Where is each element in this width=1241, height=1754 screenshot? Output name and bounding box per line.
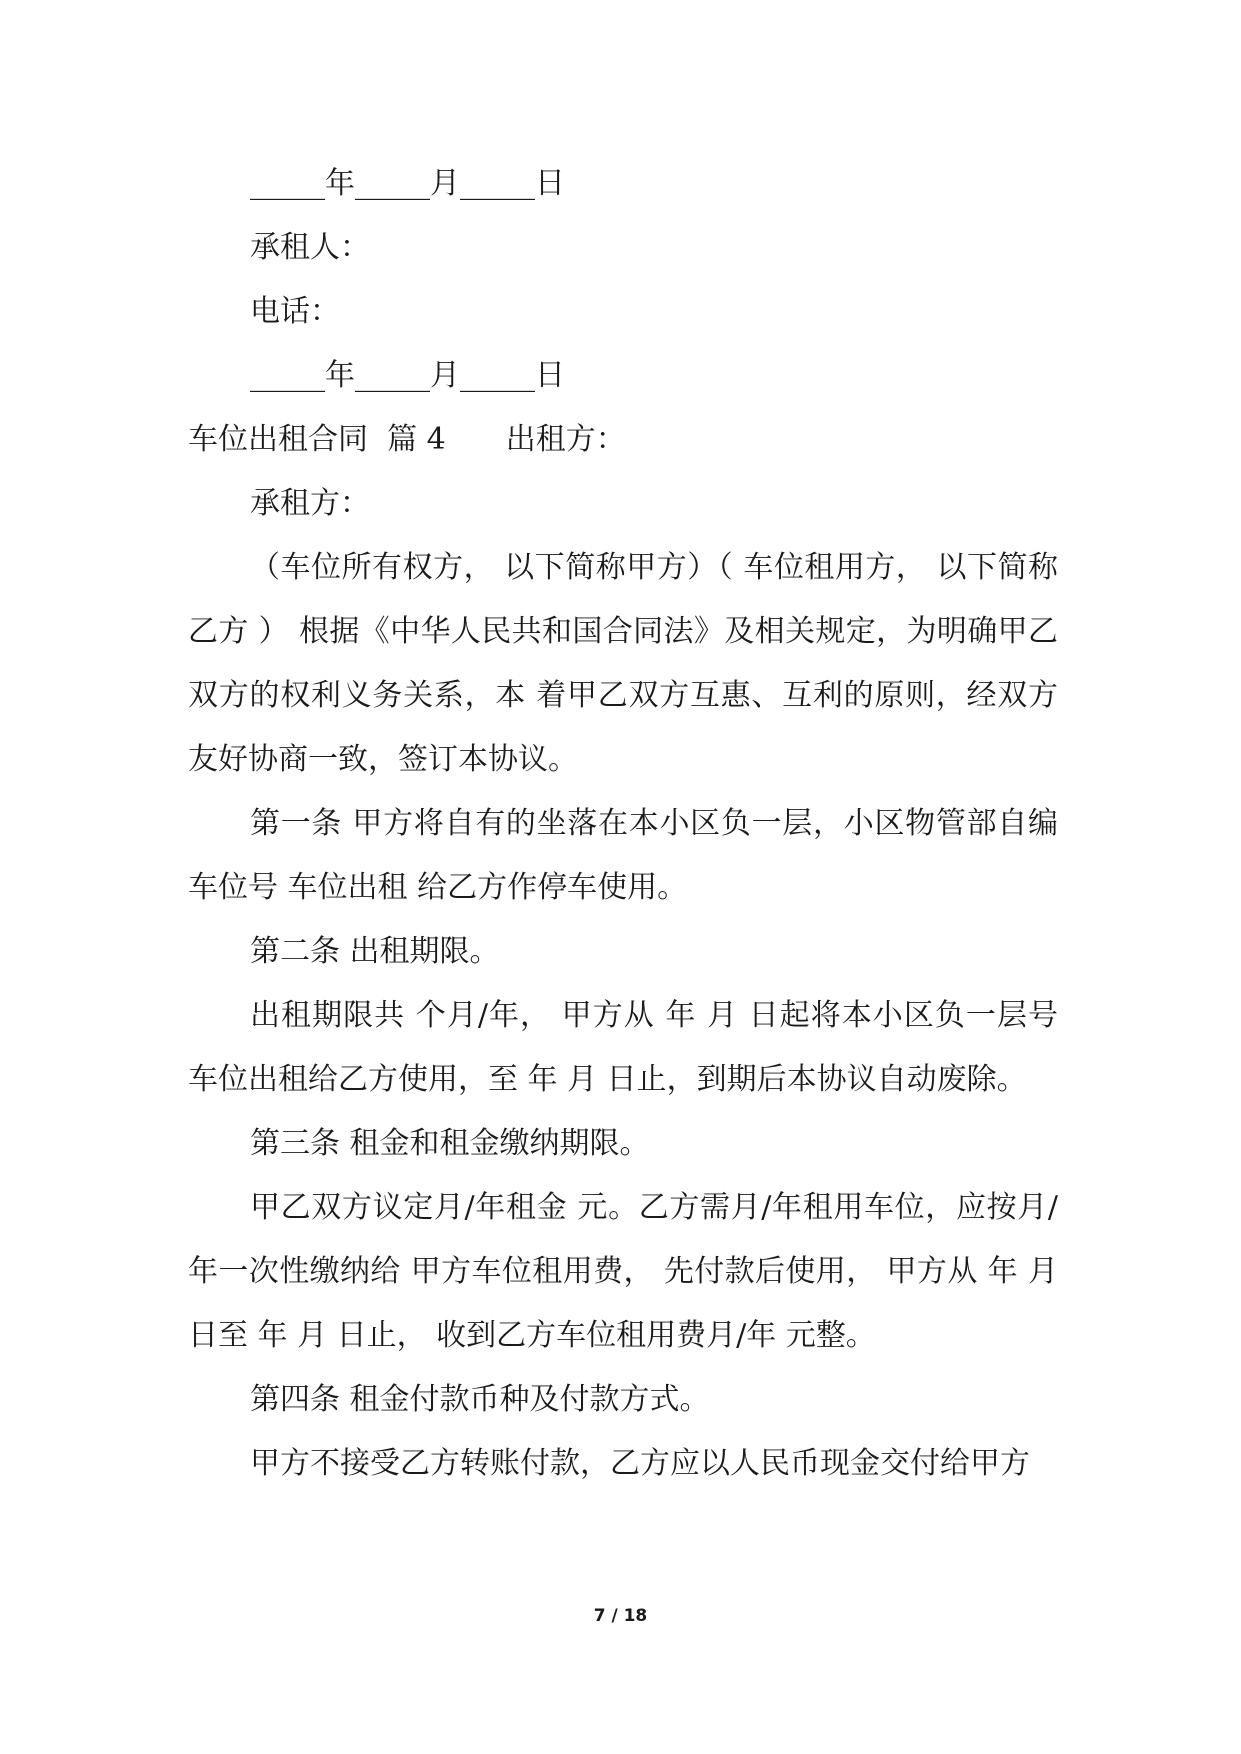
article-1-paragraph: 第一条 甲方将自有的坐落在本小区负一层，小区物管部自编车位号 车位出租 给乙方作停车使用。 xyxy=(188,806,1058,905)
lessee-label: 承租人： xyxy=(250,230,370,265)
lessee-party-label: 承租方： xyxy=(250,486,370,521)
date-line-1: _____年_____月_____日 xyxy=(250,166,565,201)
lessor-label: 出租方： xyxy=(505,422,626,457)
phone-label: 电话： xyxy=(250,294,340,329)
page-number: 7 / 18 xyxy=(593,1606,648,1626)
preamble-paragraph: （车位所有权方， 以下简称甲方）（ 车位租用方， 以下简称乙方 ） 根据《中华人民共和国合同法》及相关规定，为明确甲乙双方的权利义务关系，本 着甲乙双方互惠、互利的原则，经双方友好协商一致，签订本协议。 xyxy=(188,550,1058,777)
article-3-paragraph: 甲乙双方议定月/年租金 元。乙方需月/年租用车位，应按月/年一次性缴纳给 甲方车位租用费， 先付款后使用， 甲方从 年 月 日至 年 月 日止， 收到乙方车位租用费月/年 元整。 xyxy=(188,1190,1058,1353)
article-4-heading: 第四条 租金付款币种及付款方式。 xyxy=(250,1382,710,1417)
section-title: 车位出租合同 篇 4 xyxy=(188,422,446,457)
article-3-heading: 第三条 租金和租金缴纳期限。 xyxy=(250,1126,650,1161)
document-body xyxy=(188,152,1058,1496)
article-2-heading: 第二条 出租期限。 xyxy=(250,934,500,969)
article-2-paragraph: 出租期限共 个月/年， 甲方从 年 月 日起将本小区负一层号 车位出租给乙方使用，至 年 月 日止，到期后本协议自动废除。 xyxy=(188,998,1058,1097)
article-4-paragraph: 甲方不接受乙方转账付款，乙方应以人民币现金交付给甲方 xyxy=(250,1446,1030,1481)
section-heading xyxy=(188,408,1058,472)
date-line-2: _____年_____月_____日 xyxy=(250,358,565,393)
